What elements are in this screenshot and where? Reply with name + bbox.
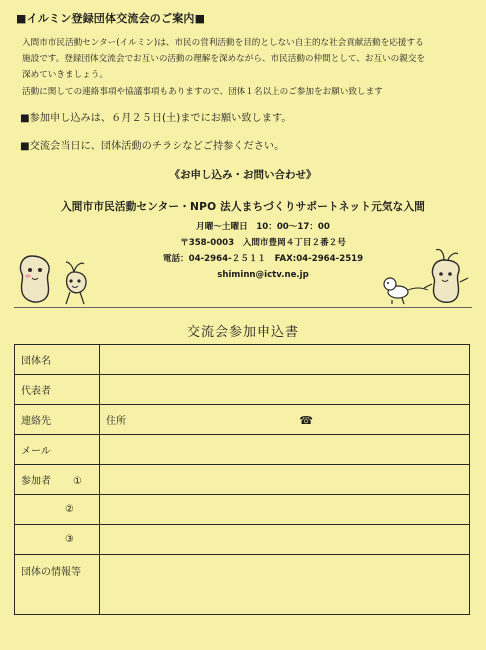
flyer-notice: ■交流会当日に、団体活動のチラシなどご持参ください。 [20, 141, 285, 152]
row-participant-2 [15, 495, 470, 525]
peanut-mascot-icon [14, 250, 104, 308]
field-group-name[interactable] [100, 345, 470, 375]
intro-line-4: 活動に関しての連絡事項や協議事項もありますので、団体１名以上のご参加をお願い致します [22, 87, 383, 97]
announcement-heading: ■イルミン登録団体交流会のご案内■ [16, 12, 206, 25]
intro-line-2: 施設です。登録団体交流会でお互いの活動の理解を深めながら、市民活動の仲間として、お互いの親交を [22, 54, 426, 64]
row-representative [15, 375, 470, 405]
label-group-info: 団体の情報等 [15, 555, 100, 615]
field-participant-3[interactable] [100, 525, 470, 555]
label-address: 住所 [106, 416, 126, 427]
business-hours: 月曜～土曜日 10：00～17：00 [196, 222, 330, 232]
label-representative: 代表者 [15, 375, 100, 405]
field-participant-1[interactable] [100, 465, 470, 495]
row-group-info [15, 555, 470, 615]
dog-and-mascot-icon [378, 246, 474, 308]
label-participant-2: ② [15, 495, 100, 525]
label-mail: メール [15, 435, 100, 465]
label-contact: 連絡先 [15, 405, 100, 435]
row-group-name [15, 345, 470, 375]
organization-name: 入間市市民活動センター・NPO 法人まちづくりサポートネット元気な入間 [60, 201, 426, 213]
row-mail [15, 435, 470, 465]
form-title: 交流会参加申込書 [186, 325, 299, 340]
row-contact [15, 405, 470, 435]
label-participant-3: ③ [15, 525, 100, 555]
row-participant-3 [15, 525, 470, 555]
intro-line-3: 深めていきましょう。 [22, 70, 108, 80]
phone-icon: ☎ [299, 414, 313, 427]
postal-address: 〒358-0003 入間市豊岡４丁目２番２号 [180, 238, 346, 248]
phone-fax: 電話：04-2964-２５１１ FAX:04-2964-2519 [162, 254, 364, 264]
row-participant-1 [15, 465, 470, 495]
section-divider [14, 307, 472, 308]
deadline-notice: ■参加申し込みは、６月２５日(土)までにお願い致します。 [20, 113, 292, 124]
label-participants: 参加者 ① [15, 465, 100, 495]
dog-icon [384, 278, 428, 304]
field-representative[interactable] [100, 375, 470, 405]
field-contact[interactable] [100, 405, 470, 435]
label-group-name: 団体名 [15, 345, 100, 375]
field-mail[interactable] [100, 435, 470, 465]
intro-line-1: 入間市市民活動センター(イルミン)は、市民の営利活動を目的としない自主的な社会貢献活動を応援する [22, 38, 424, 48]
email-address[interactable]: shiminn@ictv.ne.jp [217, 270, 309, 280]
contact-title: 《お申し込み・お問い合わせ》 [169, 169, 317, 181]
application-form [14, 344, 470, 615]
field-group-info[interactable] [100, 555, 470, 615]
field-participant-2[interactable] [100, 495, 470, 525]
